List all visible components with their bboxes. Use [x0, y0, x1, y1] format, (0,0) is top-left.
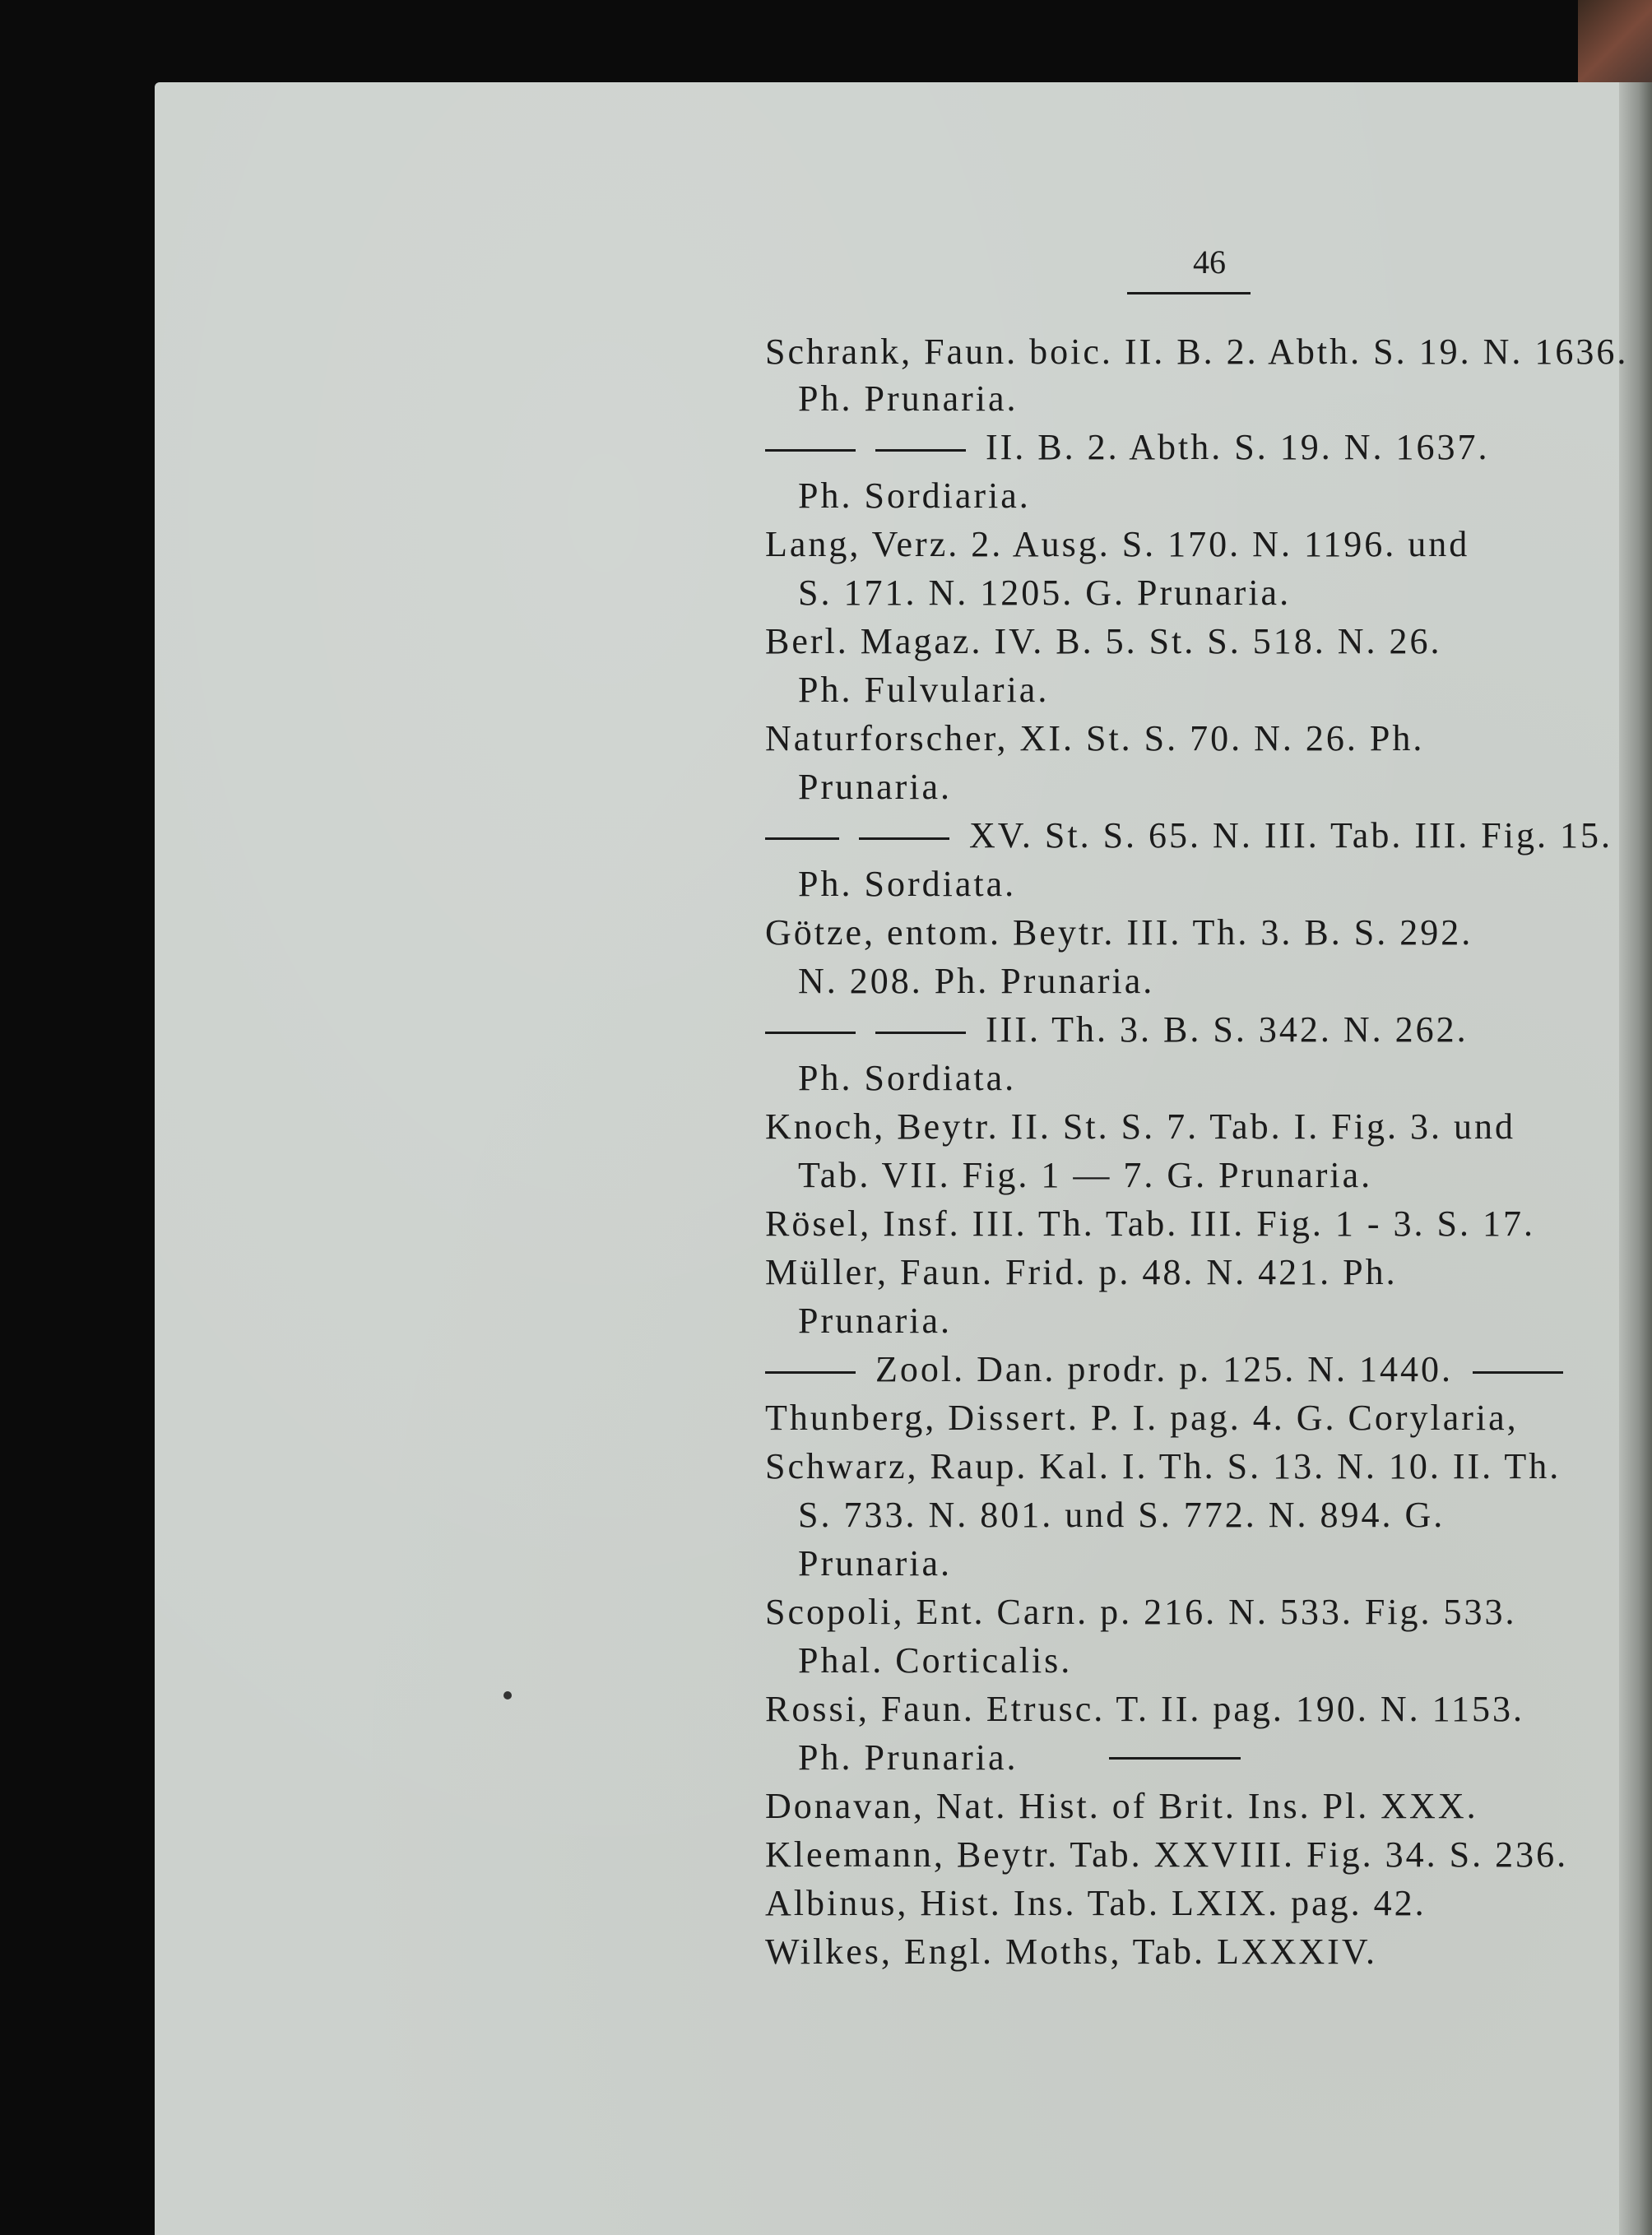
ditto-dash [765, 449, 856, 452]
text-line: S. 733. N. 801. und S. 772. N. 894. G. [798, 1495, 1446, 1535]
text-line: XV. St. S. 65. N. III. Tab. III. Fig. 15. [969, 815, 1613, 856]
ditto-dash [859, 837, 949, 840]
text-line: Phal. Corticalis. [798, 1640, 1073, 1681]
text-line: Albinus, Hist. Ins. Tab. LXIX. pag. 42. [765, 1883, 1427, 1923]
page-number-rule [1127, 292, 1251, 294]
text-line: Ph. Prunaria. [798, 378, 1019, 419]
text-line: II. B. 2. Abth. S. 19. N. 1637. [986, 427, 1490, 467]
page-edge-shadow [1619, 82, 1652, 2235]
text-line: Thunberg, Dissert. P. I. pag. 4. G. Corylaria, [765, 1398, 1519, 1438]
text-line: III. Th. 3. B. S. 342. N. 262. [986, 1009, 1469, 1050]
text-line: Rösel, Insf. III. Th. Tab. III. Fig. 1 - 3. S. 17. [765, 1203, 1536, 1244]
text-line: Ph. Sordiata. [798, 1058, 1017, 1098]
text-line: Donavan, Nat. Hist. of Brit. Ins. Pl. XXX. [765, 1786, 1478, 1826]
text-line: Müller, Faun. Frid. p. 48. N. 421. Ph. [765, 1252, 1398, 1292]
ditto-dash [765, 837, 839, 840]
text-line: Berl. Magaz. IV. B. 5. St. S. 518. N. 26. [765, 621, 1442, 661]
text-line: Ph. Sordiata. [798, 864, 1017, 904]
text-line: Ph. Prunaria. [798, 1737, 1019, 1778]
ink-speck [503, 1691, 512, 1699]
ditto-line [765, 1007, 1469, 1053]
ditto-line [765, 424, 1489, 471]
text-line: Götze, entom. Beytr. III. Th. 3. B. S. 292. [765, 912, 1473, 953]
text-line: Prunaria. [798, 1301, 953, 1341]
end-rule [1109, 1757, 1241, 1760]
text-line: Wilkes, Engl. Moths, Tab. LXXXIV. [765, 1931, 1377, 1972]
text-line: Zool. Dan. prodr. p. 125. N. 1440. [875, 1349, 1454, 1389]
ditto-dash [1473, 1371, 1563, 1374]
text-line: Knoch, Beytr. II. St. S. 7. Tab. I. Fig. 3. und [765, 1106, 1515, 1147]
text-line: S. 171. N. 1205. G. Prunaria. [798, 573, 1292, 613]
text-line: Ph. Sordiaria. [798, 475, 1031, 516]
text-line: Naturforscher, XI. St. S. 70. N. 26. Ph. [765, 718, 1425, 758]
text-line: Tab. VII. Fig. 1 — 7. G. Prunaria. [798, 1155, 1373, 1195]
text-line: Schrank, Faun. boic. II. B. 2. Abth. S. 19. N. 1636. [765, 332, 1629, 372]
text-line: Ph. Fulvularia. [798, 670, 1050, 710]
text-line: Schwarz, Raup. Kal. I. Th. S. 13. N. 10. II. Th. [765, 1446, 1562, 1486]
text-line: Rossi, Faun. Etrusc. T. II. pag. 190. N. 1153. [765, 1689, 1525, 1729]
ditto-line [765, 813, 1613, 859]
text-line: Lang, Verz. 2. Ausg. S. 170. N. 1196. und [765, 524, 1470, 564]
ditto-dash [875, 449, 966, 452]
ditto-line [765, 1347, 1563, 1393]
ditto-dash [765, 1032, 856, 1034]
ditto-dash [875, 1032, 966, 1034]
text-line: Kleemann, Beytr. Tab. XXVIII. Fig. 34. S. 236. [765, 1834, 1569, 1875]
page-number: 46 [1193, 243, 1226, 281]
ditto-dash [765, 1371, 856, 1374]
text-line: Scopoli, Ent. Carn. p. 216. N. 533. Fig. 533. [765, 1592, 1517, 1632]
text-line: Prunaria. [798, 1543, 953, 1584]
text-line: N. 208. Ph. Prunaria. [798, 961, 1155, 1001]
text-line: Prunaria. [798, 767, 953, 807]
